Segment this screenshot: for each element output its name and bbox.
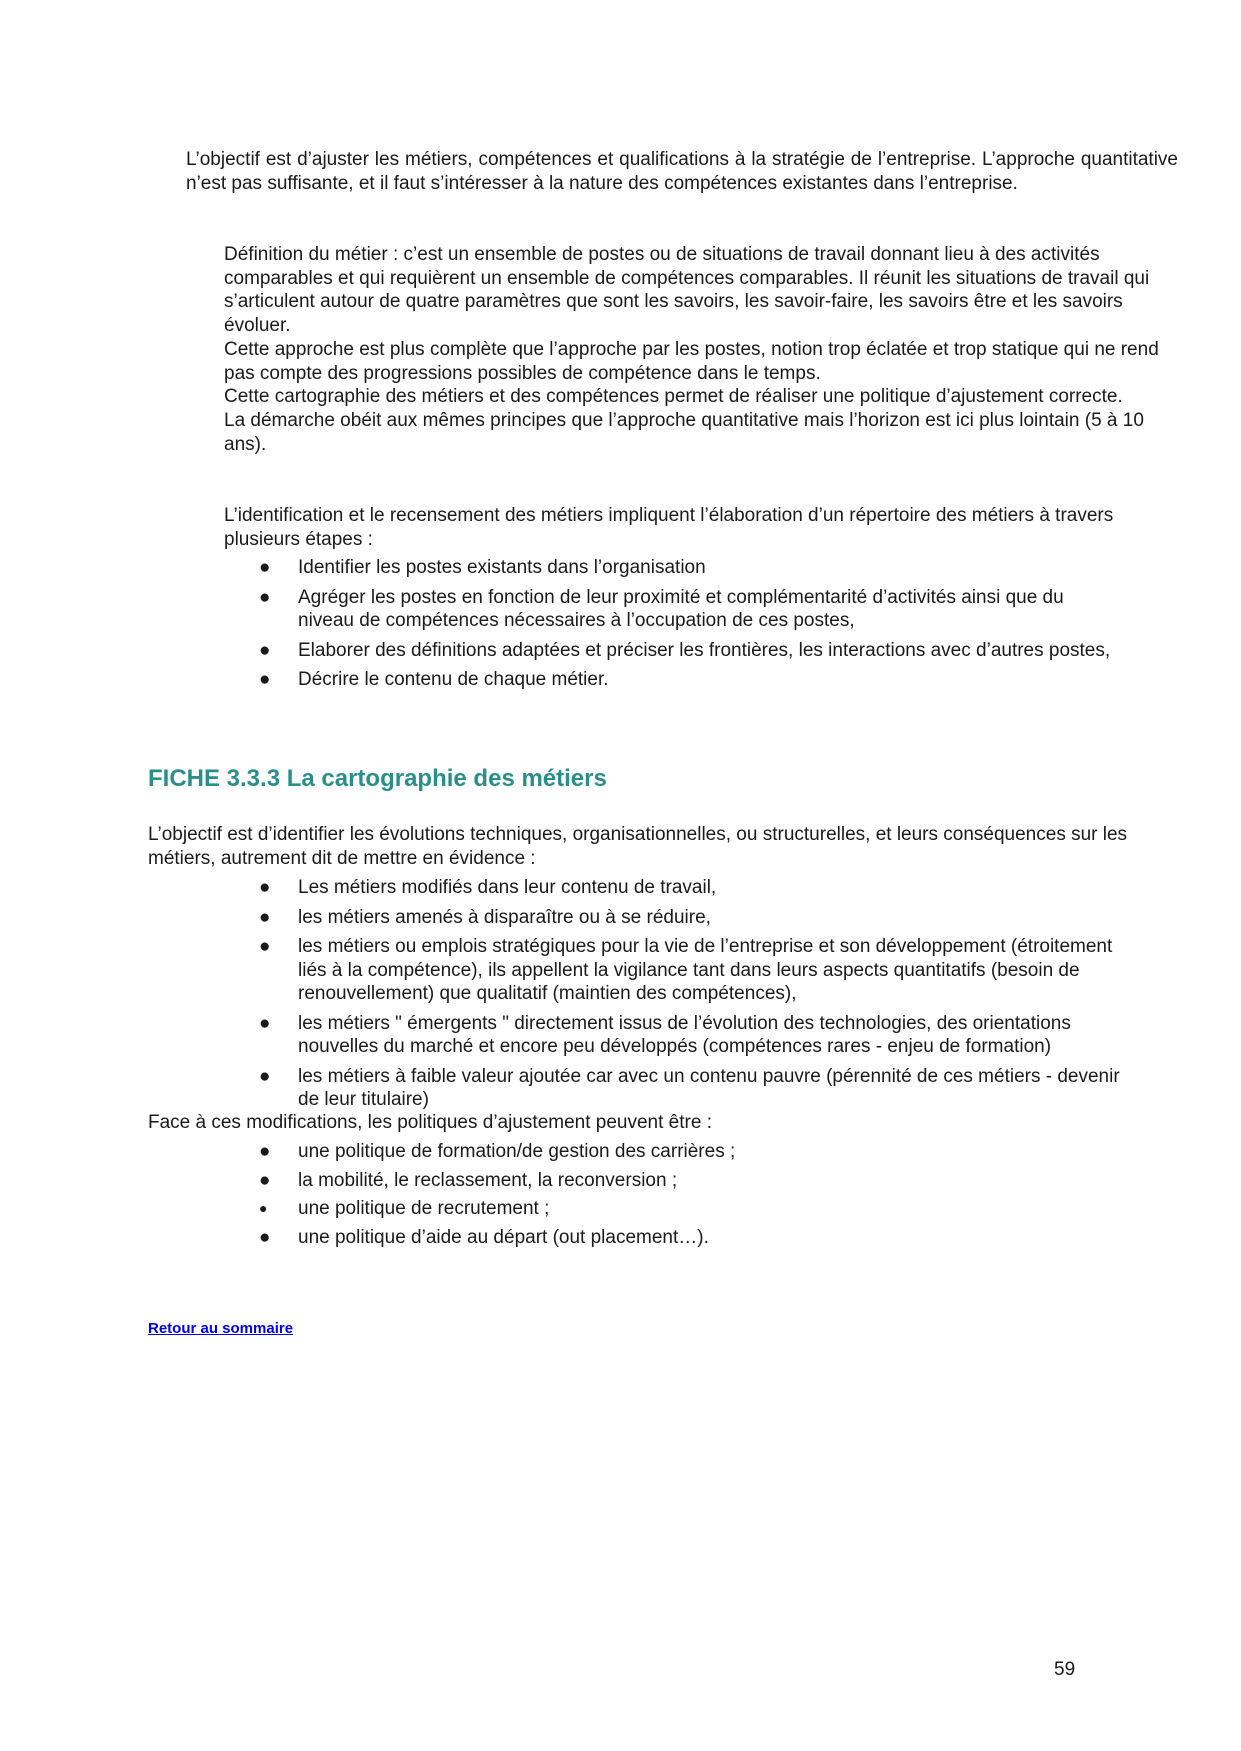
bullet-icon: ● (259, 557, 271, 578)
intro-paragraph: L’objectif est d’ajuster les métiers, compétences et qualifications à la stratégie de l’entreprise. L’approche quantitative n’est pas suffisante, et il faut s’intéresser à la nature des compétences existantes dans l’entreprise. (186, 149, 1178, 194)
bullet-icon: ● (259, 877, 271, 898)
list-item: ● Identifier les postes existants dans l’organisation (259, 557, 706, 578)
policies-intro-paragraph: Face à ces modifications, les politiques d’ajustement peuvent être : (148, 1112, 712, 1133)
list-item: ● une politique de formation/de gestion des carrières ; (259, 1141, 736, 1162)
metiers-evolution-list (224, 876, 1144, 1118)
policies-list (224, 1140, 1144, 1254)
list-item: ● Elaborer des définitions adaptées et préciser les frontières, les interactions avec d’autres postes, (259, 639, 1111, 661)
bullet-icon: ● (259, 1065, 271, 1087)
approach-paragraph: Cette approche est plus complète que l’approche par les postes, notion trop éclatée et trop statique qui ne rend pas compte des progressions possibles de compétence dans le temps. (224, 338, 1159, 384)
list-item: ● les métiers à faible valeur ajoutée car avec un contenu pauvre (pérennité de ces métiers - devenir de leur titulaire) (259, 1065, 1120, 1110)
page-number: 59 (1054, 1659, 1076, 1680)
bullet-icon: ● (259, 1226, 271, 1248)
bullet-icon: ● (259, 1200, 268, 1216)
cartography-paragraph: Cette cartographie des métiers et des compétences permet de réaliser une politique d’ajustement correcte. (224, 386, 1123, 408)
bullet-icon: ● (259, 1141, 271, 1162)
list-item: ● la mobilité, le reclassement, la reconversion ; (259, 1169, 678, 1191)
bullet-icon: ● (259, 669, 271, 690)
list-item: ● les métiers " émergents " directement issus de l’évolution des technologies, des orientations nouvelles du marché et encore peu développés (compétences rares - enjeu de formation) (259, 1012, 1071, 1057)
definition-paragraph: Définition du métier : c’est un ensemble de postes ou de situations de travail donnant lieu à des activités comparables et qui requièrent un ensemble de compétences comparables. Il réunit les situations de travail qui s’articulent autour de quatre paramètres que sont les savoirs, les savoir-faire, les savoirs être et les savoirs évoluer. (224, 244, 1150, 337)
bullet-icon: ● (259, 1169, 271, 1191)
back-to-summary-link[interactable]: Retour au sommaire (148, 1320, 294, 1337)
bullet-icon: ● (259, 586, 271, 608)
definition-block (224, 243, 1184, 456)
section-heading: FICHE 3.3.3 La cartographie des métiers (148, 765, 607, 792)
list-item: ● une politique de recrutement ; (259, 1198, 550, 1219)
bullet-icon: ● (259, 639, 271, 661)
identification-paragraph: L’identification et le recensement des métiers impliquent l’élaboration d’un répertoire des métiers à travers plusieurs étapes : (224, 505, 1114, 550)
list-item: ● les métiers amenés à disparaître ou à se réduire, (259, 906, 711, 928)
section-intro-paragraph: L’objectif est d’identifier les évolutions techniques, organisationnelles, ou structurelles, et leurs conséquences sur les métiers, autrement dit de mettre en évidence : (148, 824, 1128, 869)
list-item: ● les métiers ou emplois stratégiques pour la vie de l’entreprise et son développement (étroitement liés à la compétence), ils appellent la vigilance tant dans leurs aspects quantitatifs (besoin de renouvellement) que qualitatif (maintien des compétences), (259, 936, 1113, 1004)
identification-steps-list (224, 556, 1124, 698)
list-item: ● Décrire le contenu de chaque métier. (259, 669, 609, 690)
bullet-icon: ● (259, 906, 271, 928)
list-item: ● Les métiers modifiés dans leur contenu de travail, (259, 877, 717, 898)
method-paragraph: La démarche obéit aux mêmes principes que l’approche quantitative mais l’horizon est ici plus lointain (5 à 10 ans). (224, 409, 1144, 455)
list-item: ● une politique d’aide au départ (out placement…). (259, 1226, 709, 1248)
bullet-icon: ● (259, 1012, 271, 1034)
list-item: ● Agréger les postes en fonction de leur proximité et complémentarité d’activités ainsi que du niveau de compétences nécessaires à l’occupation de ces postes, (259, 586, 1064, 631)
bullet-icon: ● (259, 936, 271, 957)
